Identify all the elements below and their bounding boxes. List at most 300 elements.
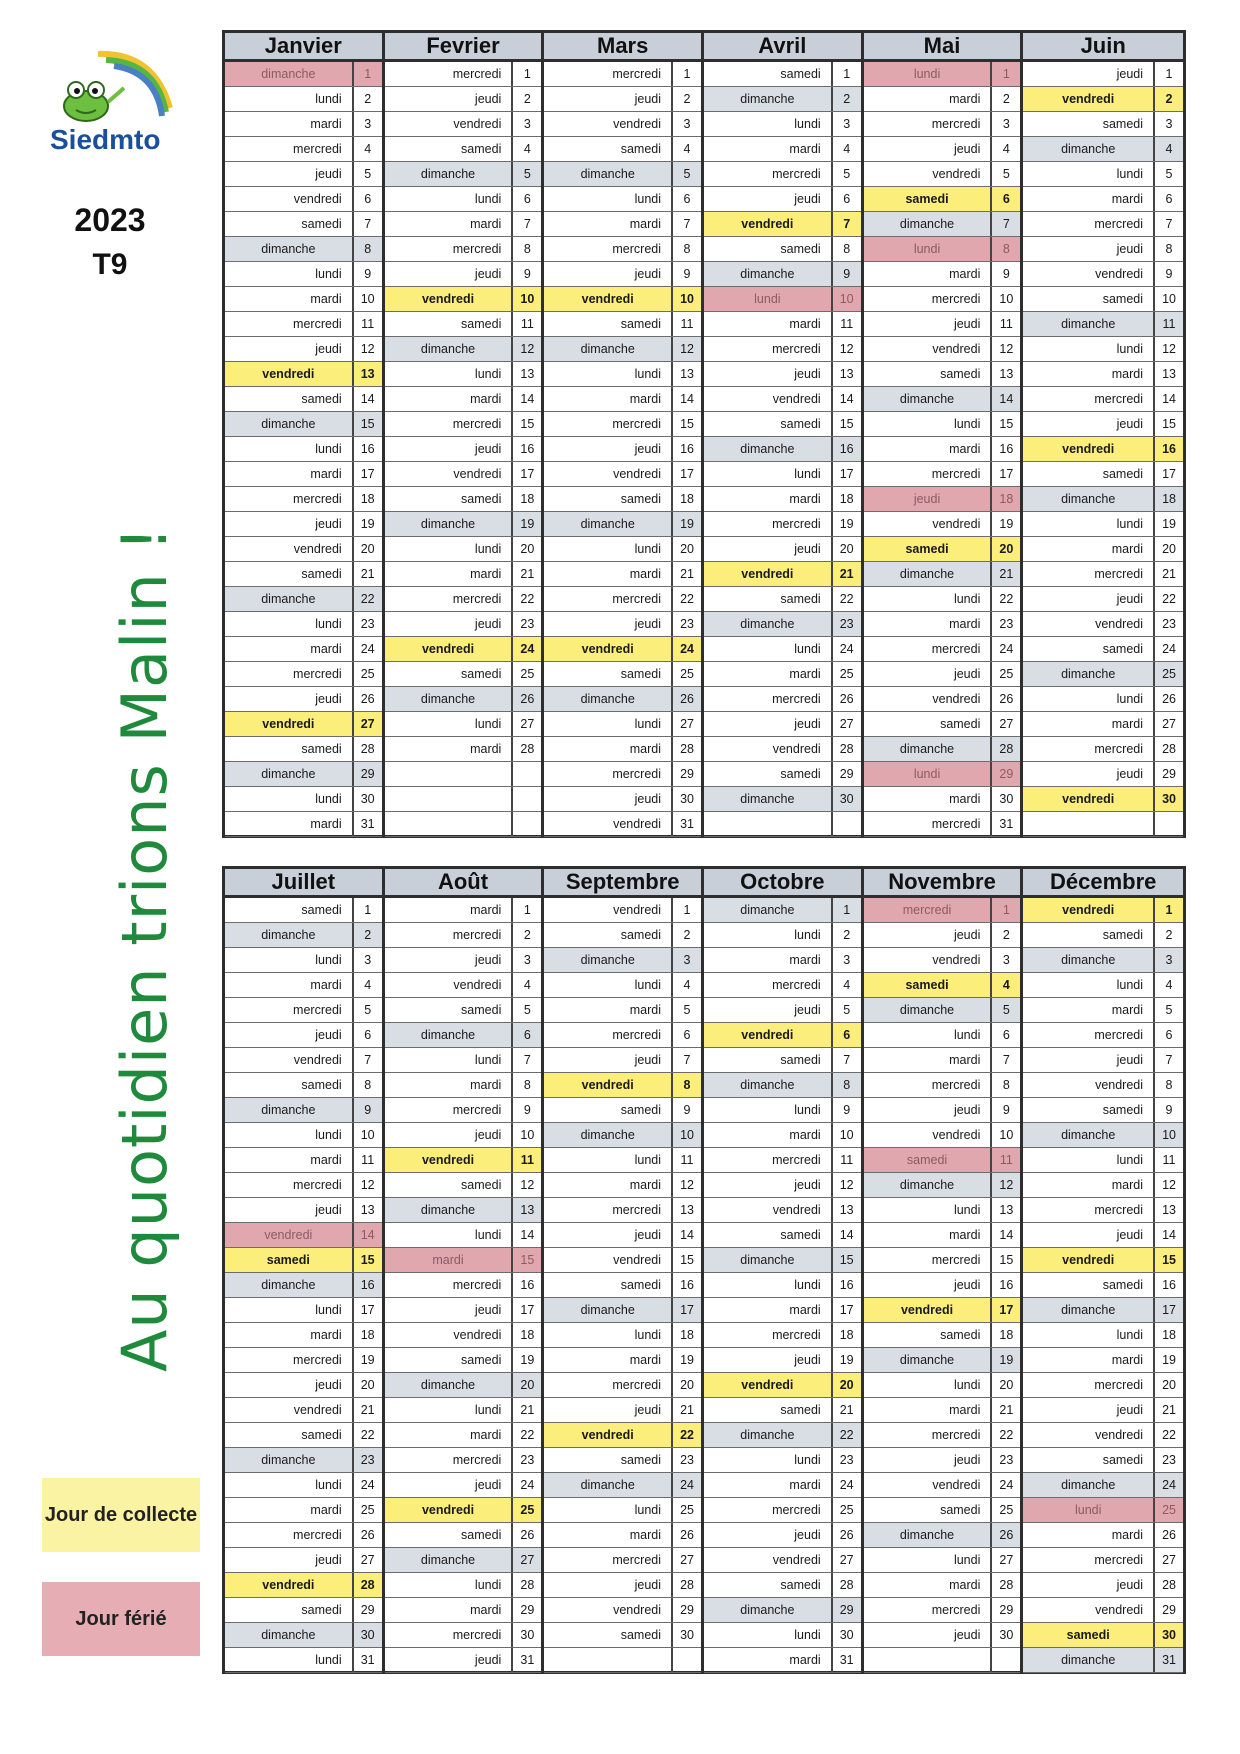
day-row	[225, 712, 382, 737]
day-number: 7	[364, 217, 372, 231]
day-name: dimanche	[225, 1623, 354, 1647]
day-row	[1023, 662, 1183, 687]
day-number: 15	[680, 417, 694, 431]
day-row	[225, 462, 382, 487]
day-number: 15	[1162, 417, 1176, 431]
day-name: mardi	[864, 1223, 993, 1247]
day-number: 3	[364, 953, 372, 967]
day-name: dimanche	[704, 1423, 833, 1447]
day-number: 7	[1165, 1053, 1173, 1067]
day-name: mardi	[225, 462, 354, 486]
day-number: 30	[520, 1628, 535, 1642]
day-number: 27	[680, 1553, 694, 1567]
tour-code: T9	[92, 248, 128, 281]
day-name: mercredi	[544, 587, 673, 611]
day-row	[544, 637, 701, 662]
day-number: 10	[360, 292, 375, 306]
day-number	[513, 812, 541, 836]
day-number: 17	[1162, 467, 1176, 481]
day-name: vendredi	[385, 637, 514, 661]
day-row	[225, 512, 382, 537]
day-row	[544, 1398, 701, 1423]
day-name: samedi	[544, 923, 673, 947]
day-name: mercredi	[225, 998, 354, 1022]
day-name: vendredi	[1023, 898, 1155, 922]
day-number: 19	[839, 1353, 854, 1367]
day-row	[544, 187, 701, 212]
day-row	[385, 1448, 542, 1473]
day-row	[704, 587, 861, 612]
day-number: 15	[520, 417, 535, 431]
day-row	[704, 487, 861, 512]
day-name: lundi	[704, 923, 833, 947]
day-name	[385, 812, 514, 836]
day-name: dimanche	[225, 1098, 354, 1122]
day-number: 9	[1002, 267, 1010, 281]
day-number: 21	[992, 562, 1020, 586]
day-name: mardi	[864, 612, 993, 636]
day-row	[864, 998, 1021, 1023]
day-number: 10	[999, 292, 1014, 306]
day-name: jeudi	[1023, 587, 1155, 611]
day-number: 2	[523, 92, 531, 106]
day-name: vendredi	[544, 637, 673, 661]
day-name: lundi	[1023, 1148, 1155, 1172]
day-number: 27	[839, 717, 854, 731]
day-number: 1	[364, 903, 372, 917]
day-number: 15	[999, 417, 1014, 431]
day-number: 7	[843, 1053, 851, 1067]
day-row	[225, 287, 382, 312]
day-name: samedi	[864, 362, 993, 386]
day-row	[544, 762, 701, 787]
day-number: 21	[680, 567, 694, 581]
day-name: mercredi	[544, 412, 673, 436]
day-number: 13	[354, 362, 382, 386]
day-name: mercredi	[225, 137, 354, 161]
day-number: 24	[839, 1478, 854, 1492]
day-number	[1155, 812, 1183, 836]
day-row	[1023, 1023, 1183, 1048]
day-number: 11	[1162, 1153, 1176, 1167]
day-number: 20	[1162, 1378, 1176, 1392]
day-number: 6	[364, 1028, 372, 1042]
day-number: 14	[360, 392, 375, 406]
day-name: dimanche	[385, 1548, 514, 1572]
day-row	[704, 137, 861, 162]
day-name: dimanche	[225, 62, 354, 86]
day-number: 26	[360, 1528, 375, 1542]
day-name: samedi	[225, 1248, 354, 1272]
day-number: 3	[673, 948, 701, 972]
day-row	[1023, 1223, 1183, 1248]
day-number: 22	[999, 592, 1014, 606]
day-row	[704, 662, 861, 687]
day-row	[1023, 237, 1183, 262]
day-name: lundi	[225, 1123, 354, 1147]
day-number: 4	[364, 978, 372, 992]
day-row	[704, 1523, 861, 1548]
day-row	[864, 1648, 1021, 1673]
day-number: 8	[683, 242, 691, 256]
day-row	[1023, 1423, 1183, 1448]
day-number: 5	[843, 167, 851, 181]
day-number: 31	[999, 817, 1014, 831]
day-name: samedi	[544, 312, 673, 336]
day-number: 20	[360, 542, 375, 556]
day-row	[864, 1348, 1021, 1373]
day-number: 2	[683, 928, 691, 942]
day-row	[544, 812, 701, 837]
day-number: 16	[833, 437, 861, 461]
day-row	[385, 1148, 542, 1173]
day-row	[385, 162, 542, 187]
day-name: mardi	[864, 1573, 993, 1597]
day-row	[1023, 487, 1183, 512]
day-name: samedi	[544, 1098, 673, 1122]
day-name: mercredi	[864, 462, 993, 486]
day-row	[704, 237, 861, 262]
day-row	[225, 312, 382, 337]
day-number: 23	[1162, 617, 1176, 631]
day-row	[225, 1573, 382, 1598]
day-row	[544, 562, 701, 587]
day-row	[1023, 212, 1183, 237]
day-name: mardi	[1023, 187, 1155, 211]
day-row	[1023, 1148, 1183, 1173]
day-row	[1023, 1448, 1183, 1473]
day-number: 6	[683, 192, 691, 206]
day-name: mardi	[544, 998, 673, 1022]
day-name: jeudi	[1023, 412, 1155, 436]
day-name: mardi	[1023, 1173, 1155, 1197]
day-name: dimanche	[225, 237, 354, 261]
day-row	[544, 262, 701, 287]
day-number: 1	[1155, 898, 1183, 922]
day-name: mercredi	[544, 762, 673, 786]
day-name: dimanche	[385, 162, 514, 186]
day-row	[704, 1023, 861, 1048]
day-name: samedi	[704, 1223, 833, 1247]
day-number: 14	[999, 1228, 1014, 1242]
day-row	[385, 1198, 542, 1223]
day-number: 10	[520, 1128, 535, 1142]
day-name: mercredi	[385, 923, 514, 947]
day-row	[385, 1323, 542, 1348]
day-row	[704, 337, 861, 362]
day-number: 3	[523, 117, 531, 131]
day-row	[544, 587, 701, 612]
day-row	[385, 362, 542, 387]
legend-collect: Jour de collecte	[42, 1478, 200, 1552]
day-name: mardi	[225, 812, 354, 836]
day-name: samedi	[864, 712, 993, 736]
logo-text: Siedmto	[50, 124, 161, 155]
legend-holiday: Jour férié	[42, 1582, 200, 1656]
day-row	[1023, 287, 1183, 312]
day-row	[385, 737, 542, 762]
day-number: 5	[1165, 167, 1173, 181]
day-row	[385, 387, 542, 412]
day-row	[225, 637, 382, 662]
day-name: jeudi	[864, 1098, 993, 1122]
day-row	[864, 973, 1021, 998]
day-row	[704, 287, 861, 312]
day-row	[385, 923, 542, 948]
day-name: vendredi	[704, 387, 833, 411]
day-number: 12	[999, 342, 1014, 356]
day-number: 27	[520, 717, 535, 731]
day-number: 4	[1165, 978, 1173, 992]
day-name: lundi	[704, 1448, 833, 1472]
day-row	[864, 1123, 1021, 1148]
day-name: dimanche	[704, 87, 833, 111]
day-name: jeudi	[864, 662, 993, 686]
day-name: mardi	[225, 637, 354, 661]
day-row	[1023, 437, 1183, 462]
day-row	[704, 637, 861, 662]
day-name: mercredi	[864, 1598, 993, 1622]
day-name: mardi	[704, 487, 833, 511]
day-number: 18	[360, 492, 375, 506]
day-row	[704, 1648, 861, 1673]
day-name: vendredi	[385, 1498, 514, 1522]
day-row	[385, 62, 542, 87]
day-row	[544, 537, 701, 562]
day-row	[864, 948, 1021, 973]
day-row	[544, 312, 701, 337]
day-number: 3	[1002, 117, 1010, 131]
day-row	[704, 1623, 861, 1648]
day-number: 15	[680, 1253, 694, 1267]
day-row	[225, 362, 382, 387]
day-row	[385, 1248, 542, 1273]
calendar-block-h1	[222, 30, 1186, 838]
day-name: samedi	[225, 387, 354, 411]
day-name: mercredi	[1023, 1023, 1155, 1047]
day-name: vendredi	[864, 1298, 993, 1322]
day-number: 5	[683, 1003, 691, 1017]
day-number: 1	[833, 898, 861, 922]
day-row	[225, 1098, 382, 1123]
day-row	[385, 1348, 542, 1373]
day-name: mercredi	[225, 312, 354, 336]
day-name: jeudi	[385, 612, 514, 636]
day-name: mercredi	[385, 1098, 514, 1122]
day-row	[385, 262, 542, 287]
day-row	[225, 337, 382, 362]
day-number: 13	[839, 1203, 854, 1217]
day-row	[704, 1398, 861, 1423]
day-row	[225, 662, 382, 687]
day-name: mardi	[544, 1173, 673, 1197]
day-number: 28	[520, 742, 535, 756]
day-name: jeudi	[1023, 1223, 1155, 1247]
day-name: dimanche	[544, 1123, 673, 1147]
day-row	[544, 1548, 701, 1573]
day-name: lundi	[225, 787, 354, 811]
day-name: mardi	[704, 137, 833, 161]
day-name	[1023, 812, 1155, 836]
day-number: 11	[361, 1153, 375, 1167]
day-number: 27	[999, 717, 1014, 731]
day-number: 14	[680, 1228, 694, 1242]
day-name: jeudi	[704, 1348, 833, 1372]
day-number: 22	[520, 1428, 535, 1442]
day-number: 10	[673, 287, 701, 311]
day-row	[385, 512, 542, 537]
day-row	[704, 1473, 861, 1498]
day-number: 27	[1162, 1553, 1176, 1567]
day-row	[544, 1598, 701, 1623]
day-number: 26	[1162, 692, 1176, 706]
day-name: jeudi	[544, 1573, 673, 1597]
day-number: 18	[680, 1328, 694, 1342]
day-name: lundi	[704, 112, 833, 136]
day-number: 28	[992, 737, 1020, 761]
day-number: 6	[1002, 1028, 1010, 1042]
day-row	[864, 737, 1021, 762]
day-name: vendredi	[1023, 612, 1155, 636]
day-number: 6	[364, 192, 372, 206]
day-row	[225, 1023, 382, 1048]
day-name: samedi	[864, 1323, 993, 1347]
day-number: 29	[680, 1603, 694, 1617]
day-number: 8	[992, 237, 1020, 261]
day-name: lundi	[704, 1623, 833, 1647]
day-number: 31	[839, 1653, 854, 1667]
day-name: dimanche	[864, 1348, 993, 1372]
day-number: 28	[680, 742, 694, 756]
day-name: mercredi	[864, 112, 993, 136]
day-number: 28	[1162, 742, 1176, 756]
day-row	[385, 1223, 542, 1248]
day-name: mardi	[225, 1148, 354, 1172]
day-number: 19	[1162, 1353, 1176, 1367]
day-row	[864, 287, 1021, 312]
day-number: 14	[680, 392, 694, 406]
day-number: 3	[683, 117, 691, 131]
day-number: 19	[520, 1353, 535, 1367]
day-row	[385, 437, 542, 462]
day-number: 17	[839, 1303, 854, 1317]
day-number: 13	[360, 1203, 375, 1217]
day-row	[225, 948, 382, 973]
day-number: 11	[680, 317, 694, 331]
day-number: 17	[520, 467, 535, 481]
day-name: jeudi	[544, 1223, 673, 1247]
day-number: 11	[840, 1153, 854, 1167]
day-row	[704, 212, 861, 237]
day-name: mardi	[1023, 537, 1155, 561]
day-row	[385, 587, 542, 612]
day-name: vendredi	[544, 287, 673, 311]
month-title: Novembre	[864, 869, 1021, 898]
day-row	[704, 387, 861, 412]
day-number: 22	[354, 587, 382, 611]
month-title: Juillet	[225, 869, 382, 898]
day-number: 20	[520, 542, 535, 556]
day-number: 7	[1002, 1053, 1010, 1067]
day-name: dimanche	[225, 923, 354, 947]
day-number: 2	[364, 92, 372, 106]
day-name: mercredi	[544, 237, 673, 261]
day-name: vendredi	[1023, 1598, 1155, 1622]
day-number: 29	[833, 1598, 861, 1622]
day-number: 4	[1155, 137, 1183, 161]
day-number: 27	[1162, 717, 1176, 731]
day-row	[544, 1423, 701, 1448]
day-number: 31	[360, 1653, 375, 1667]
day-row	[1023, 87, 1183, 112]
day-row	[1023, 637, 1183, 662]
day-number: 24	[673, 637, 701, 661]
day-name: dimanche	[544, 1298, 673, 1322]
day-number: 29	[839, 767, 854, 781]
day-number: 17	[999, 467, 1014, 481]
day-row	[225, 487, 382, 512]
day-name: mardi	[385, 387, 514, 411]
day-number: 3	[1155, 948, 1183, 972]
day-name: samedi	[1023, 637, 1155, 661]
day-row	[544, 1298, 701, 1323]
day-name: mardi	[864, 787, 993, 811]
day-name: mercredi	[864, 898, 993, 922]
day-number: 28	[354, 1573, 382, 1597]
day-number: 28	[999, 1578, 1014, 1592]
day-number: 23	[354, 1448, 382, 1472]
day-row	[1023, 562, 1183, 587]
day-row	[1023, 1173, 1183, 1198]
day-row	[1023, 787, 1183, 812]
day-number: 14	[354, 1223, 382, 1247]
day-name: dimanche	[704, 1248, 833, 1272]
day-name: samedi	[225, 1073, 354, 1097]
day-number: 8	[673, 1073, 701, 1097]
day-row	[1023, 162, 1183, 187]
day-number: 9	[523, 1103, 531, 1117]
day-number: 1	[683, 903, 691, 917]
day-name: vendredi	[864, 1473, 993, 1497]
day-row	[544, 1498, 701, 1523]
day-name: lundi	[864, 587, 993, 611]
day-row	[704, 512, 861, 537]
day-name: lundi	[864, 1198, 993, 1222]
day-row	[225, 1223, 382, 1248]
day-number: 16	[1162, 1278, 1176, 1292]
day-name: dimanche	[864, 1523, 993, 1547]
day-number: 3	[843, 953, 851, 967]
day-number: 4	[364, 142, 372, 156]
day-number: 25	[999, 1503, 1014, 1517]
day-number: 1	[992, 898, 1020, 922]
day-number: 30	[1155, 1623, 1183, 1647]
day-name: lundi	[864, 1373, 993, 1397]
day-row	[225, 1073, 382, 1098]
day-row	[385, 462, 542, 487]
day-name: vendredi	[1023, 1248, 1155, 1272]
day-number: 15	[1155, 1248, 1183, 1272]
day-number: 9	[1165, 267, 1173, 281]
day-name: mercredi	[704, 1148, 833, 1172]
day-row	[864, 562, 1021, 587]
day-row	[385, 1598, 542, 1623]
day-name: dimanche	[225, 412, 354, 436]
day-row	[544, 387, 701, 412]
day-number: 19	[360, 1353, 375, 1367]
day-number: 2	[1165, 928, 1173, 942]
day-row	[385, 1498, 542, 1523]
